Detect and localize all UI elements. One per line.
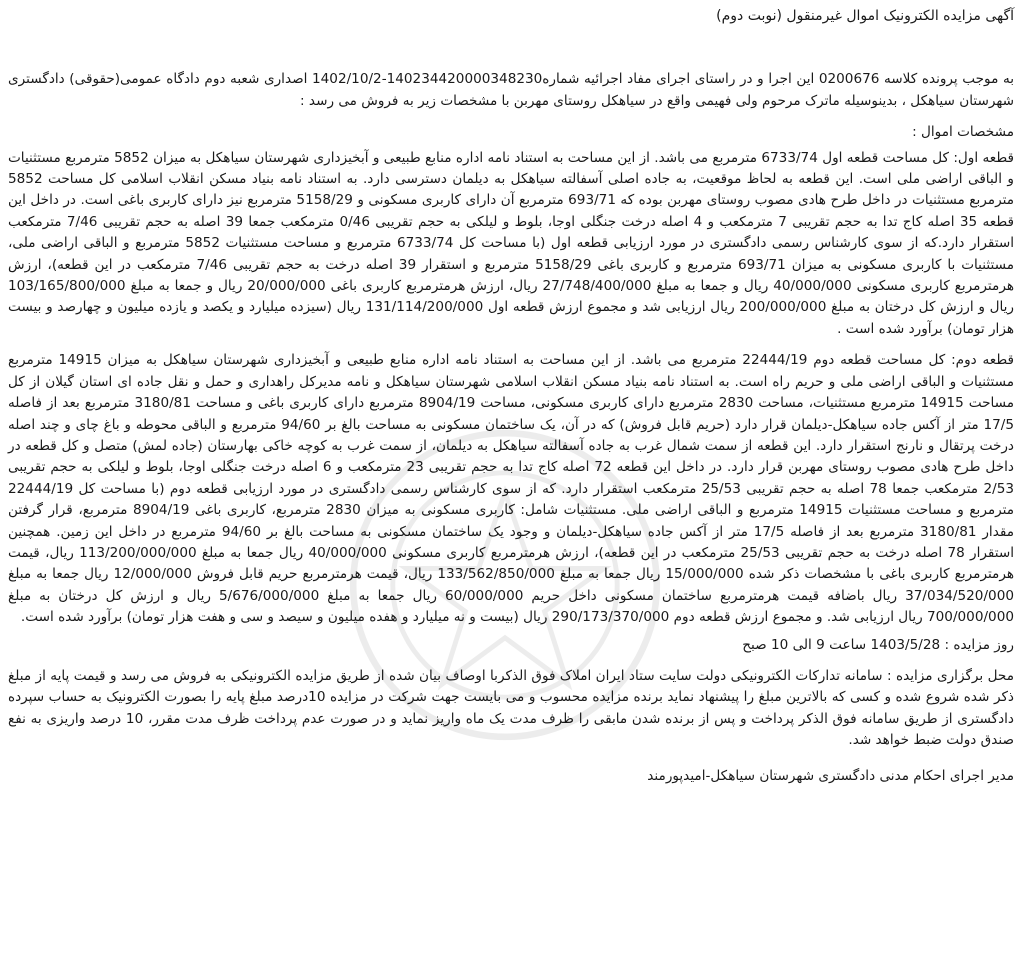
auction-day: روز مزایده : 1403/5/28 ساعت 9 الی 10 صبح: [742, 636, 1014, 653]
lot2-paragraph: قطعه دوم: کل مساحت قطعه دوم 22444/19 مترمربع می باشد. از این مساحت به استناد نامه اداره منابع طبیعی و آبخیزداری شهرستان سیاهکل به میزان 14915 مترمربع مستثنیات و الباقی اراضی ملی و حریم راه است. به استناد نامه بنیاد مسکن انقلاب اسلامی شهرستان سیاهکل و نامه مدیرکل راهداری و حمل و نقل جاده ای استان گیلان از کل مساحت 14915 مترمربع مستثنیات، مساحت 2830 مترمربع دارای کاربری مسکونی، مساحت 8904/19 مترمربع دارای کاربری باغی و مساحت 3180/81 مترمربع بعد از فاصله 17/5 متر از آکس جاده سیاهکل-دیلمان قرار دارد (حریم قابل فروش) که در آن، یک ساختمان مسکونی به مساحت بالغ بر 94/60 مترمربع و الباقی محوطه و باغ چای و چند اصله درخت پرتقال و نارنج استقرار دارد. این قطعه از سمت شمال غرب به جاده آسفالته سیاهکل به دیلمان، از سمت غرب به کوچه خاکی بهارستان (جاده لمش) متصل و کل قطعه در داخل طرح هادی مصوب روستای مهربن قرار دارد. در داخل این قطعه 72 اصله کاج تدا به حجم تقریبی 23 مترمکعب و 6 اصله درخت جنگلی اوجا، بلوط و لیلکی به حجم تقریبی 2/53 مترمکعب جمعا 78 اصله به حجم تقریبی 25/53 مترمکعب استقرار دارد. که از سوی کارشناس رسمی دادگستری در مورد ارزیابی قطعه دوم (با مساحت کل 22444/19 مترمربع و مساحت مستثنیات 14915 مترمربع و الباقی اراضی ملی. مستثنیات شامل: کاربری مسکونی به میزان 2830 مترمربع، کاربری باغی 8904/19 مترمربع، قرار گرفتن مقدار 3180/81 مترمربع بعد از فاصله 17/5 متر از آکس جاده سیاهکل-دیلمان و وجود یک ساختمان مسکونی به مساحت بالغ بر 94/60 مترمربع در داخل این زمین. همچنین استقرار 78 اصله درخت به حجم تقریبی 25/53 مترمکعب در این قطعه)، ارزش هرمترمربع کاربری مسکونی 40/000/000 ریال جمعا به مبلغ 113/200/000/000 ریال، قیمت هرمترمربع کاربری باغی با مشخصات ذکر شده 15/000/000 ریال جمعا به مبلغ 133/562/850/000 ریال، قیمت هرمترمربع حریم قابل فروش 12/000/000 ریال جمعا به مبلغ 37/034/520/000 ریال باضافه قیمت هرمترمربع ساختمان مسکونی داخل حریم 60/000/000 ریال جمعا به مبلغ 5/676/000/000 ریال و ارزش کل درختان به مبلغ 700/000/000 ریال ارزیابی شد. و مجموع ارزش قطعه دوم 290/173/370/000 ریال (بیست و نه میلیارد و هفده میلیون و سیصد و سی و هفت هزار تومان) برآورد شده است.: [8, 352, 1015, 626]
venue-paragraph: محل برگزاری مزایده : سامانه تدارکات الکترونیکی دولت سایت ستاد ایران املاک فوق الذکربا اوصاف بیان شده از طریق مزایده الکترونیکی به فروش می رسد و قیمت پایه از مبلغ ذکر شده شروع شده و کسی که بالاترین مبلغ را پیشنهاد نماید برنده مزایده محسوب و می بایست جهت شرکت در مزایده 10درصد مبلغ پایه را بصورت الکترونیک به حساب سپرده دادگستری از طریق سامانه فوق الذکر پرداخت و پس از برنده شدن مابقی را ظرف مدت یک ماه واریز نماید و در صورت عدم پرداخت ظرف مدت مقرر، 10 درصد واریزی به نفع صندق دولت ضبط خواهد شد.: [8, 667, 1014, 749]
lot1-paragraph: قطعه اول: کل مساحت قطعه اول 6733/74 مترمربع می باشد. از این مساحت به استناد نامه اداره منابع طبیعی و آبخیزداری شهرستان سیاهکل به میزان 5852 مترمربع مستثنیات و الباقی اراضی ملی است. این قطعه به لحاظ موقعیت، به جاده اصلی آسفالته سیاهکل به دیلمان دسترسی دارد. به استناد نامه بنیاد مسکن انقلاب اسلامی کل مساحت 5852 مترمربع مستثنیات در داخل طرح هادی مصوب روستای مهربن بوده که 693/71 مترمربع آن دارای کاربری مسکونی و 5158/29 مترمربع نیز دارای کاربری باغی است. در داخل این قطعه 35 اصله کاج تدا به حجم تقریبی 7 مترمکعب و 4 اصله درخت جنگلی اوجا، بلوط و لیلکی به حجم تقریبی 0/46 مترمکعب جمعا 39 اصله به حجم تقریبی 7/46 مترمکعب استقرار دارد.که از سوی کارشناس رسمی دادگستری در مورد ارزیابی قطعه اول (با مساحت کل 6733/74 مترمربع و مساحت مستثنیات 5852 مترمربع و الباقی اراضی ملی، مستثنیات با کاربری مسکونی به میزان 693/71 مترمربع و کاربری باغی 5158/29 مترمربع و استقرار 39 اصله درخت به حجم تقریبی 7/46 مترمکعب در این قطعه)، ارزش هرمترمربع کاربری مسکونی 40/000/000 ریال و جمعا به مبلغ 27/748/400/000 ریال، ارزش هرمترمربع کاربری باغی 20/000/000 ریال و جمعا به مبلغ 103/165/800/000 ریال و ارزش کل درختان به مبلغ 200/000/000 ریال ارزیابی شد و مجموع ارزش قطعه اول 131/114/200/000 ریال (سیزده میلیارد و یکصد و یازده میلیون و چهارصد و بیست هزار تومان) برآورد شده است .: [8, 149, 1015, 337]
specs-heading: مشخصات اموال :: [912, 124, 1014, 141]
notice-title: آگهی مزایده الکترونیک اموال غیرمنقول (نوبت دوم): [716, 8, 1014, 24]
intro-paragraph: به موجب پرونده کلاسه 0200676 این اجرا و در راستای اجرای مفاد اجرائیه شماره140234420000348230-1402/10/2 اصداری شعبه دوم دادگاه عمومی(حقوقی) دادگستری شهرستان سیاهکل ، بدینوسیله ماترک مرحوم ولی فهیمی واقع در سیاهکل روستای مهربن با مشخصات زیر به فروش می رسد :: [8, 71, 1015, 109]
signature-line: مدیر اجرای احکام مدنی دادگستری شهرستان سیاهکل-امیدپورمند: [647, 767, 1014, 784]
